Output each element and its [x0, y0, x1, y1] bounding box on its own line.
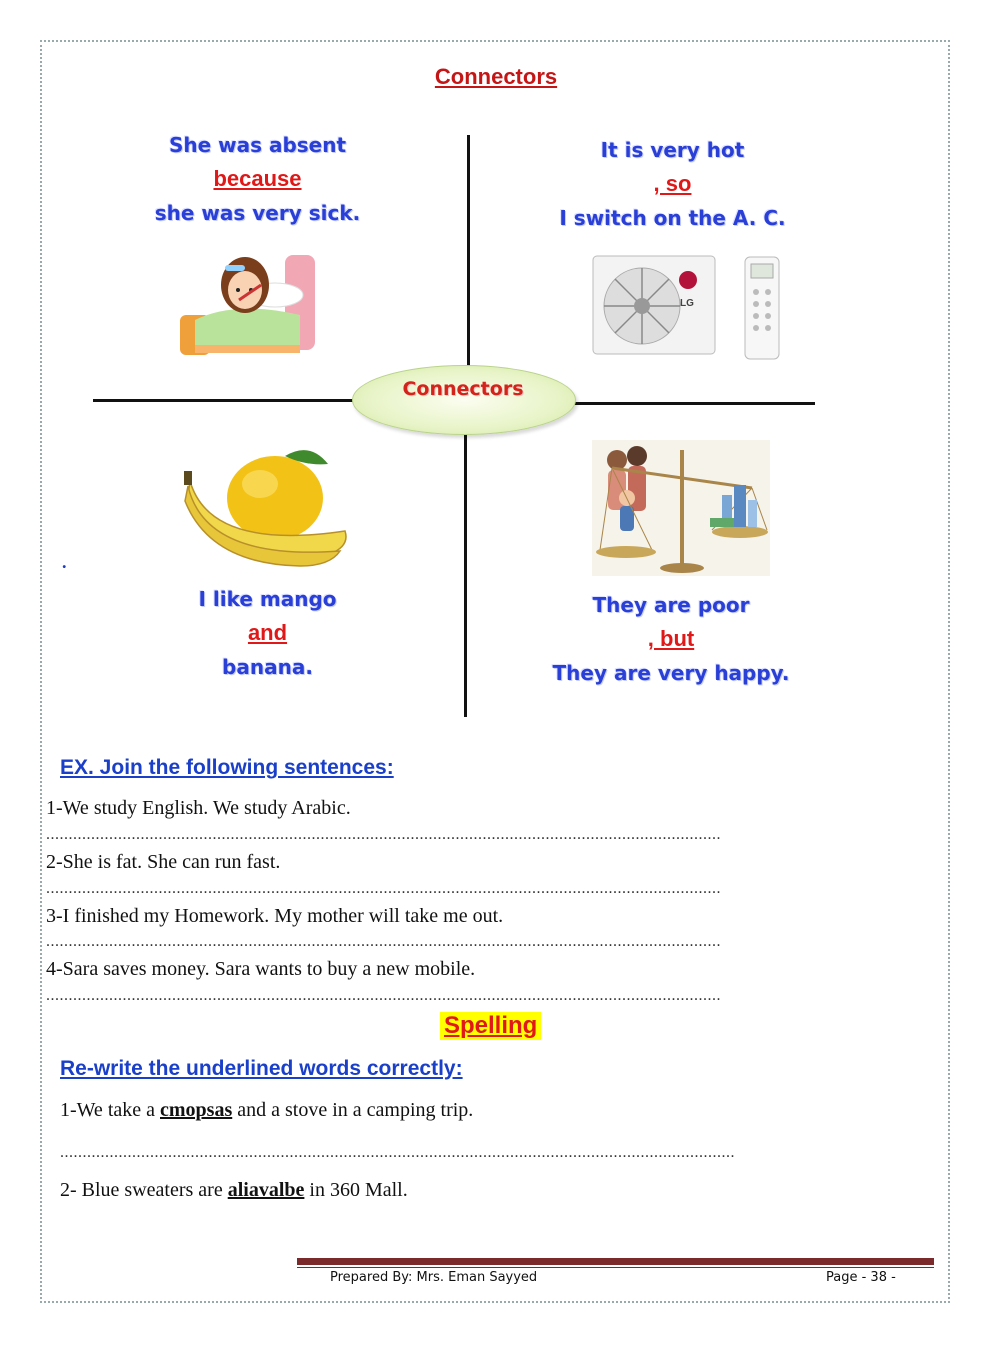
divider-horizontal-left [93, 399, 358, 402]
air-conditioner-image [590, 252, 785, 362]
quadrant-line2: I switch on the A. C. [559, 206, 786, 230]
answer-line-3[interactable]: ...................................................................................................................................................... [46, 933, 721, 950]
stray-dot: . [62, 552, 67, 572]
answer-line-2[interactable]: ...................................................................................................................................................... [46, 880, 721, 897]
footer-rule [297, 1258, 934, 1265]
quadrant-so [540, 133, 805, 235]
spelling-subheading: Re-write the underlined words correctly: [60, 1057, 463, 1080]
quadrant-and [140, 582, 395, 684]
spelling-heading: Spelling [440, 1012, 541, 1040]
quadrant-line1: It is very hot [600, 138, 745, 162]
answer-line-1[interactable]: ...................................................................................................................................................... [46, 826, 721, 843]
misspelled-word: cmopsas [160, 1099, 233, 1121]
exercise-item-2: 2-She is fat. She can run fast. [46, 851, 281, 873]
misspelled-word: aliavalbe [227, 1179, 305, 1201]
divider-vertical-top [467, 135, 470, 380]
exercise-item-4: 4-Sara saves money. Sara wants to buy a new mobile. [46, 958, 476, 980]
answer-line-4[interactable]: ...................................................................................................................................................... [46, 987, 721, 1004]
spelling-item-text: 2- Blue sweaters are [60, 1179, 228, 1201]
divider-horizontal-right [570, 402, 815, 405]
quadrant-connector: because [213, 166, 302, 191]
quadrant-line2: banana. [222, 655, 313, 679]
exercise-item-1: 1-We study English. We study Arabic. [46, 797, 351, 819]
spelling-item-text: and a stove in a camping trip. [232, 1099, 474, 1121]
ac-brand-label: LG [680, 298, 694, 309]
quadrant-connector: and [247, 620, 288, 645]
quadrant-line2: They are very happy. [552, 661, 790, 685]
center-label: Connectors [402, 378, 524, 400]
center-oval [352, 365, 576, 435]
exercise-item-3: 3-I finished my Homework. My mother will take me out. [46, 905, 504, 927]
spelling-answer-line-1[interactable]: ...................................................................................................................................................... [60, 1144, 735, 1161]
spelling-item-text: 1-We take a [60, 1099, 160, 1121]
quadrant-line2: she was very sick. [154, 201, 361, 225]
spelling-item-2 [60, 1179, 408, 1202]
exercise-heading: EX. Join the following sentences: [60, 756, 394, 779]
quadrant-but [540, 588, 802, 690]
quadrant-connector: , but [647, 626, 695, 651]
quadrant-because [130, 128, 385, 230]
mango-and-banana-image [180, 436, 360, 571]
family-and-scale-image [592, 440, 770, 576]
quadrant-connector: , so [653, 171, 692, 196]
footer-page-number: Page - 38 - [826, 1270, 896, 1285]
quadrant-line1: They are poor [592, 593, 750, 617]
quadrant-line1: She was absent [168, 133, 347, 157]
sick-girl-in-bed-image [175, 245, 325, 365]
footer-rule-thin [297, 1267, 934, 1268]
page-title: Connectors [434, 64, 558, 89]
footer-prepared: Prepared By: Mrs. Eman Sayyed [330, 1270, 538, 1285]
divider-vertical-bottom [464, 432, 467, 717]
spelling-item-1 [60, 1099, 473, 1122]
quadrant-line1: I like mango [198, 587, 337, 611]
spelling-item-text: in 360 Mall. [304, 1179, 408, 1201]
